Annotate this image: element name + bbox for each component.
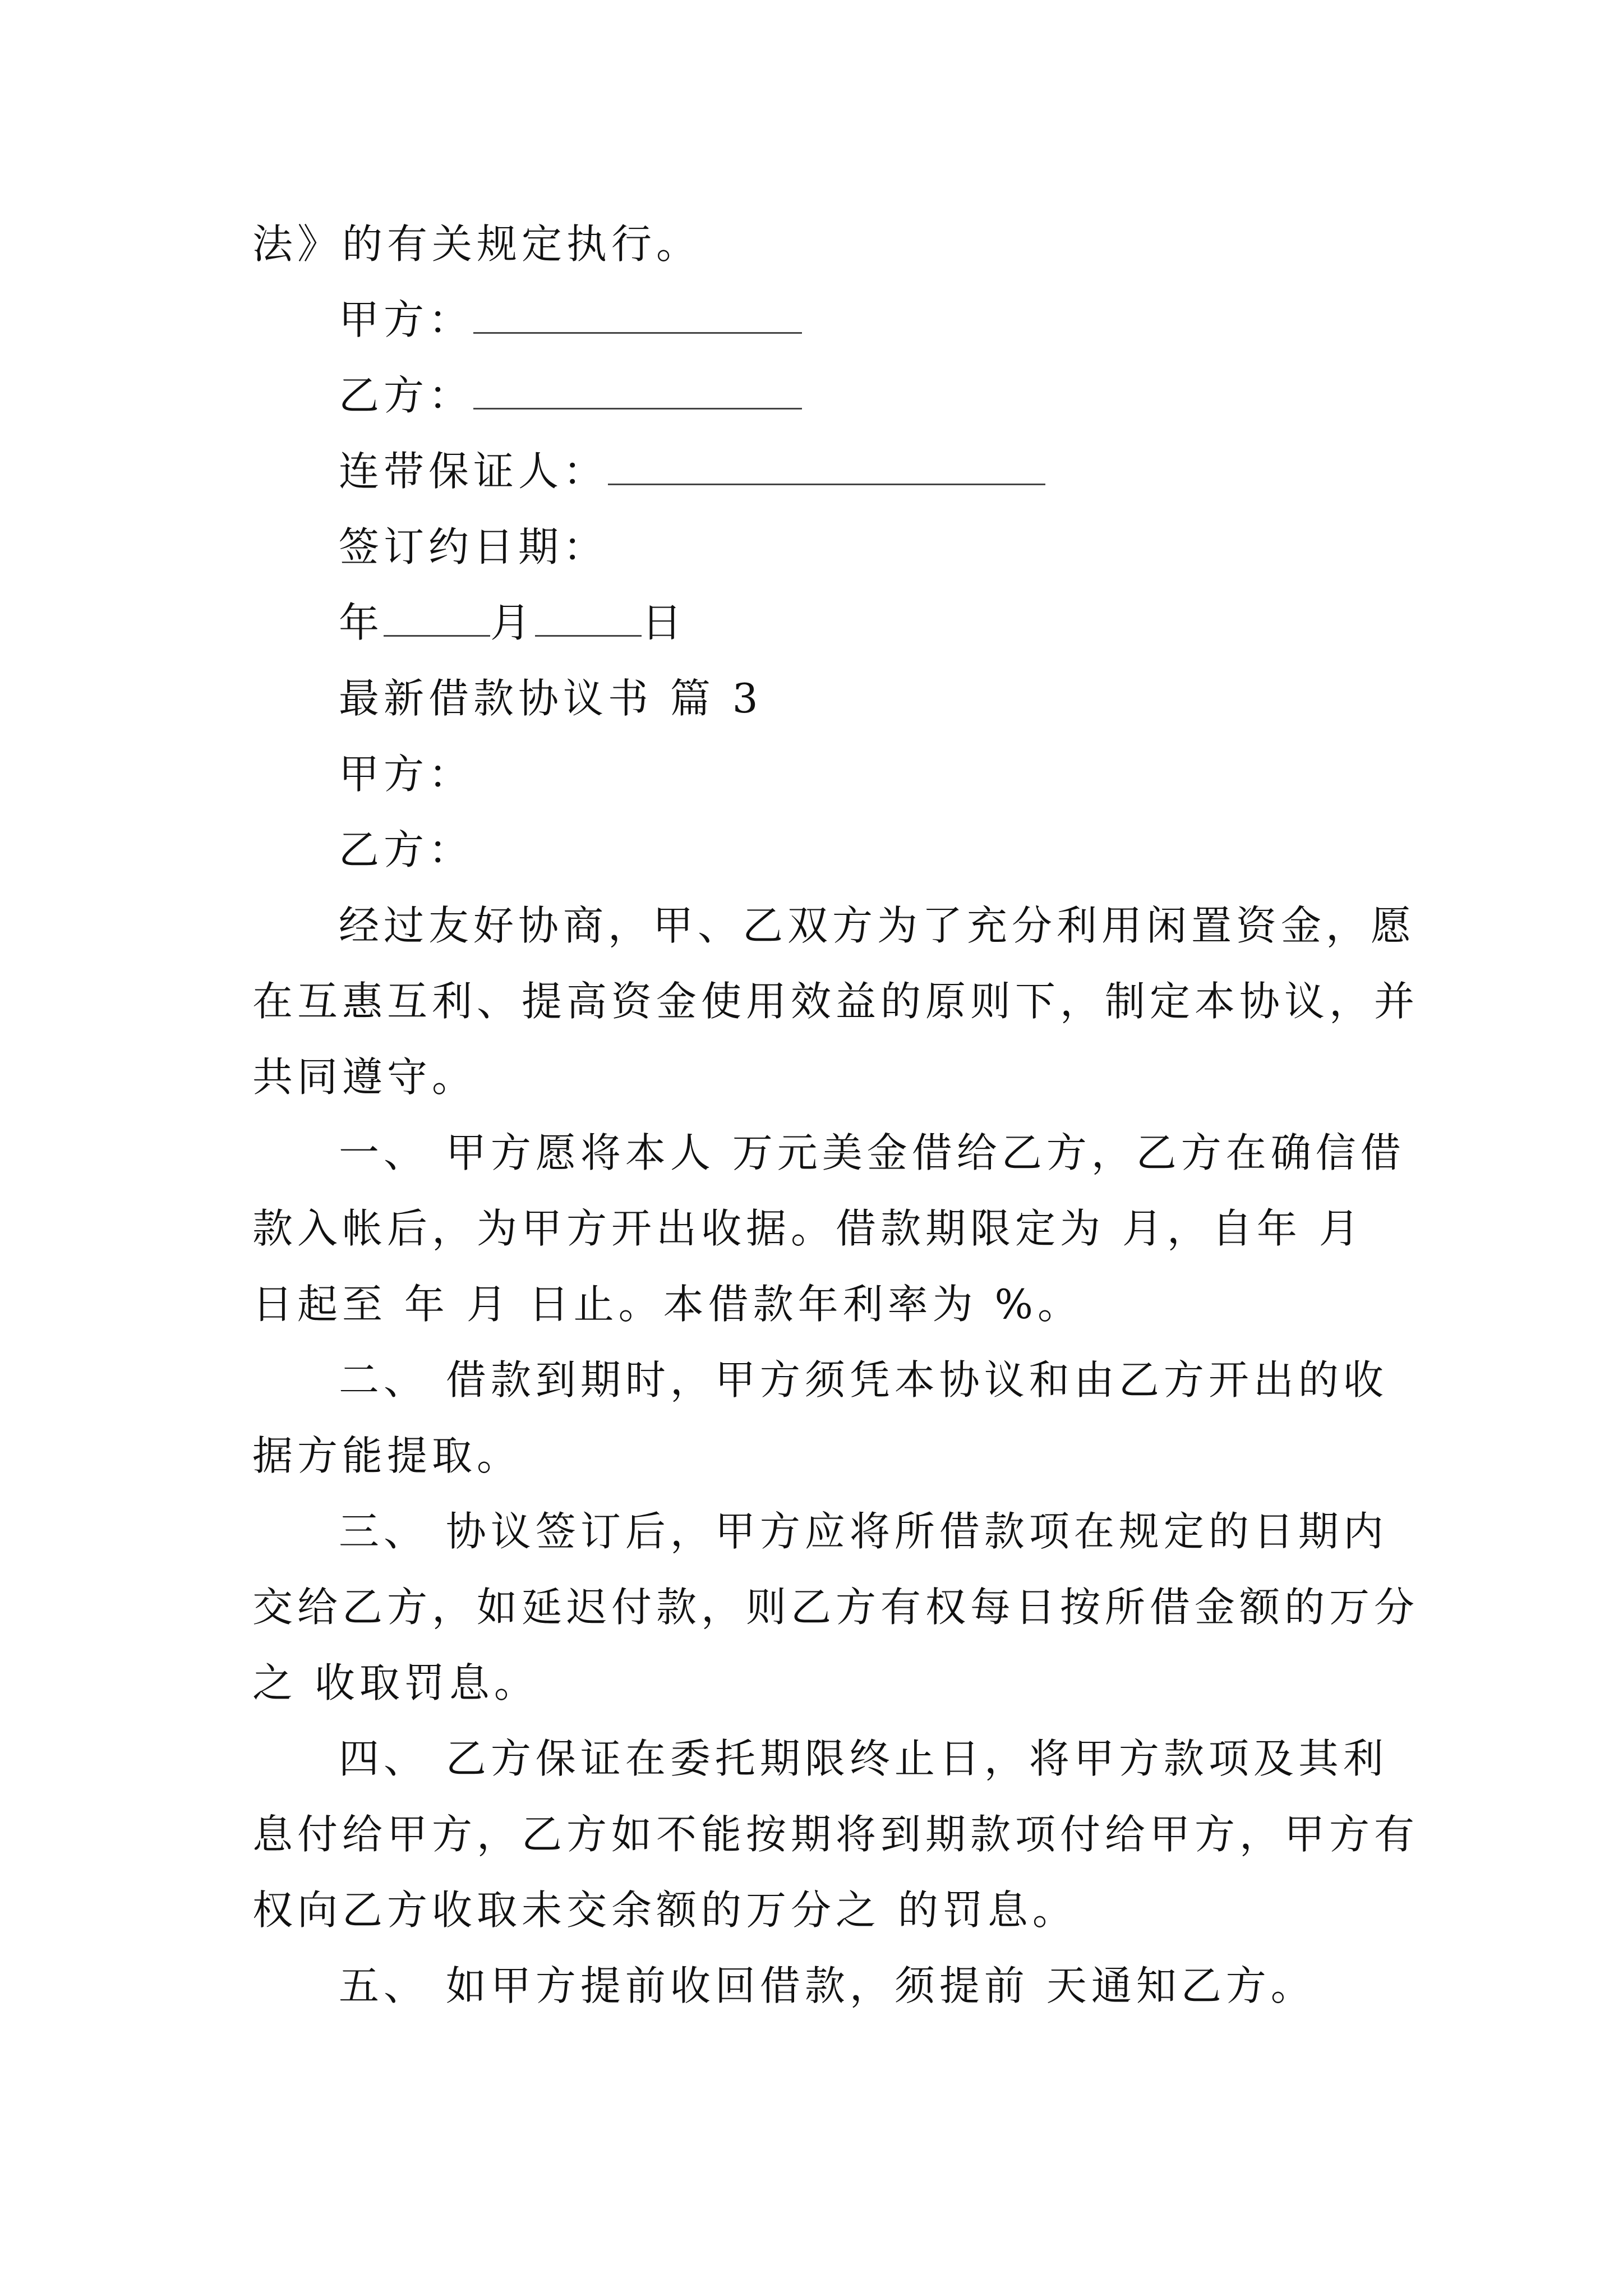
month-label: 月 [490,599,536,646]
clause-3-line [252,1655,539,1711]
text-line-content: 法》的有关规定执行。 [252,220,702,268]
clause-5-line [339,1958,1316,2014]
clause-text: 一、 甲方愿将本人 万元美金借给乙方，乙方在确信借 [339,1129,1405,1176]
paragraph-line [339,898,1415,954]
year-label: 年 [339,599,384,646]
guarantor-label: 连带保证人： [339,448,608,495]
clause-text: 息付给甲方，乙方如不能按期将到期款项付给甲方，甲方有 [252,1811,1419,1858]
guarantor-signature-line [339,443,1045,499]
signing-date-text: 签订约日期： [339,523,608,570]
party-a-label: 甲方： [339,296,474,343]
clause-text: 日起至 年 月 日止。本借款年利率为 %。 [252,1281,1082,1328]
party-b-blank [473,375,802,409]
section-heading [339,670,763,726]
day-label: 日 [642,599,687,646]
clause-3-line [339,1503,1388,1559]
paragraph-line [252,973,1419,1029]
paragraph-text: 经过友好协商，甲、乙双方为了充分利用闲置资金，愿 [339,902,1416,949]
clause-1-line [339,1125,1405,1181]
clause-text: 三、 协议签订后，甲方应将所借款项在规定的日期内 [339,1508,1388,1555]
clause-1-line [252,1200,1364,1257]
clause-text: 权向乙方收取未交余额的万分之 的罚息。 [252,1887,1077,1934]
clause-text: 四、 乙方保证在委托期限终止日，将甲方款项及其利 [339,1735,1388,1782]
clause-3-line [252,1579,1419,1635]
clause-text: 款入帐后，为甲方开出收据。借款期限定为 月，自年 月 [252,1205,1364,1252]
clause-2-line [252,1428,522,1484]
party-a-line [339,746,473,802]
clause-4-line [252,1882,1077,1938]
party-a-signature-line [339,292,802,348]
clause-text: 交给乙方，如延迟付款，则乙方有权每日按所借金额的万分 [252,1584,1419,1631]
clause-4-line [252,1806,1419,1862]
party-b-text: 乙方： [339,826,474,873]
signing-date-label [339,519,608,575]
clause-text: 五、 如甲方提前收回借款，须提前 天通知乙方。 [339,1962,1316,2009]
party-b-line [339,822,473,878]
clause-text: 之 收取罚息。 [252,1659,539,1706]
party-a-text: 甲方： [339,751,474,798]
clause-4-line [339,1731,1388,1787]
guarantor-blank [608,451,1045,485]
paragraph-text: 共同遵守。 [252,1053,477,1101]
month-blank [384,602,490,637]
section-heading-text: 最新借款协议书 篇 3 [339,675,763,722]
clause-text: 据方能提取。 [252,1432,522,1479]
party-b-label: 乙方： [339,372,474,419]
day-blank [535,602,642,637]
party-b-signature-line [339,367,802,424]
party-a-blank [473,300,802,334]
text-line [252,216,701,272]
paragraph-line [252,1049,477,1105]
clause-1-line [252,1276,1082,1332]
clause-2-line [339,1352,1388,1408]
paragraph-text: 在互惠互利、提高资金使用效益的原则下，制定本协议，并 [252,978,1419,1025]
date-fill-line [339,595,686,651]
clause-text: 二、 借款到期时，甲方须凭本协议和由乙方开出的收 [339,1356,1388,1404]
